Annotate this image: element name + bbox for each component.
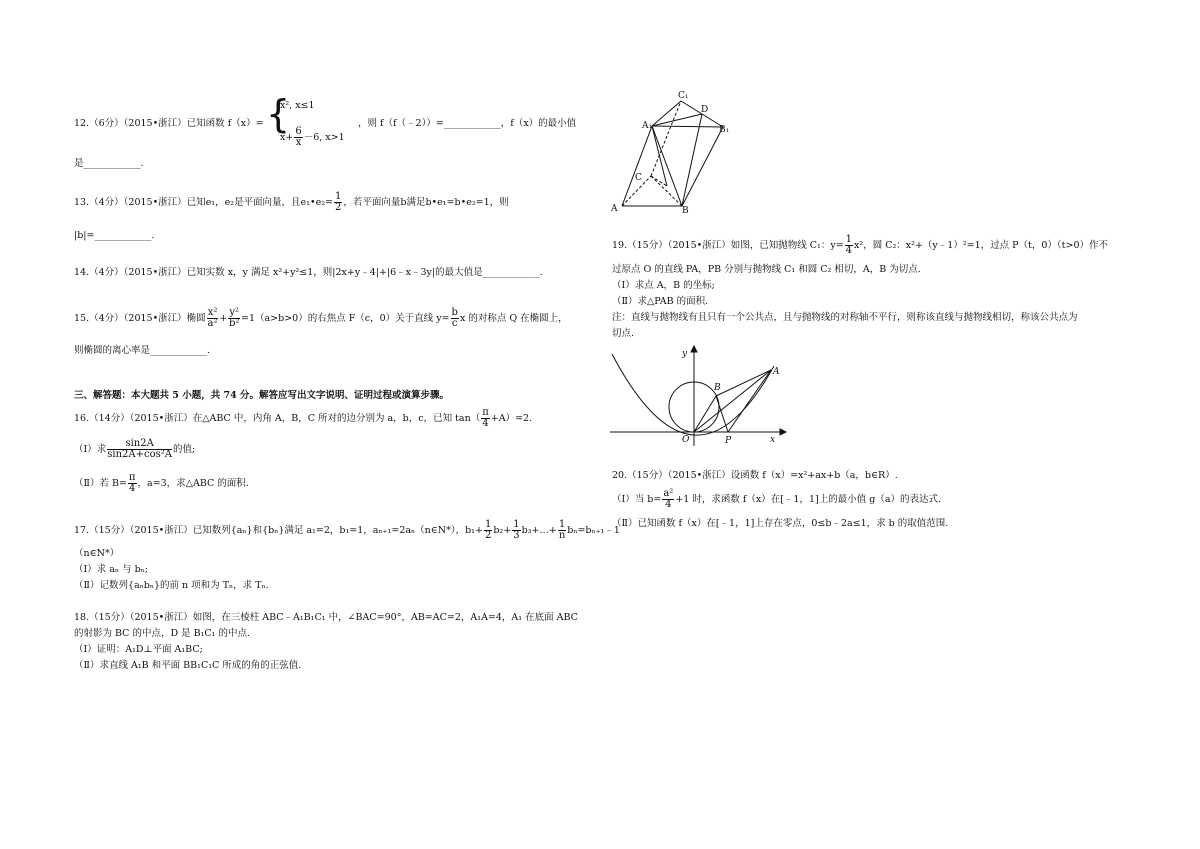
q15-text-c: x 的对称点 Q 在椭圆上，	[459, 313, 568, 324]
q15-text-b: =1（a>b>0）的右焦点 F（c，0）关于直线 y=	[240, 313, 450, 324]
q13-line2: |b|=____________.	[74, 230, 155, 241]
edge-b1b	[682, 127, 723, 206]
q17-frac2-num: 1	[513, 519, 520, 530]
q16-p1-b: 的值;	[172, 444, 196, 455]
label-b1: B₁	[719, 125, 730, 135]
q15-frac3	[451, 308, 459, 329]
q20-p1-a: （Ⅰ）当 b=	[612, 494, 662, 505]
q17-t3: bₙ=bₙ₊₁﹣1	[567, 525, 620, 536]
q13-text-a: 13.（4分）（2015•浙江）已知	[74, 197, 206, 208]
q19-frac-num: 1	[845, 234, 853, 245]
q19-line2: 过原点 O 的直线 PA，PB 分别与抛物线 C₁ 和圆 C₂ 相切，A，B 为切点.	[612, 264, 921, 275]
edge-a1b	[652, 126, 682, 206]
q17-line1	[74, 518, 620, 544]
label-c: C	[635, 173, 642, 183]
prism-figure	[605, 88, 745, 218]
q17-frac3-den: n	[558, 530, 566, 541]
parabola-figure	[608, 344, 788, 450]
q15-frac2	[228, 308, 240, 329]
q15-plus: +	[219, 313, 228, 324]
q17-frac2-den: 3	[513, 530, 520, 541]
q12-case2-a: x+	[280, 132, 294, 143]
q12-case2	[280, 124, 345, 152]
q16-text-a: 16.（14分）（2015•浙江）在△ABC 中，内角 A，B，C 所对的边分别为 a，b，c，已知 tan（	[74, 413, 481, 424]
q15-frac1-num: x²	[207, 307, 218, 318]
q17-frac3-num: 1	[558, 519, 566, 530]
q18-part1: （Ⅰ）证明：A₁D⊥平面 A₁BC;	[74, 644, 203, 655]
q16-p1-frac	[107, 439, 172, 460]
q19-frac-den: 4	[845, 245, 853, 256]
label-a-pt: A	[773, 367, 780, 377]
q15-frac1-den: a²	[207, 318, 218, 329]
label-c1: C₁	[678, 91, 689, 101]
label-p: P	[725, 436, 732, 446]
line-oa	[694, 370, 771, 432]
q19-text-a: 19.（15分）（2015•浙江）如图，已知抛物线 C₁：y=	[612, 240, 844, 251]
q16-p2-num: π	[128, 472, 136, 483]
q16-part1	[74, 436, 195, 464]
label-x: x	[770, 435, 776, 445]
q15-frac3-den: c	[451, 318, 458, 329]
q12-tail: ，则 f（f（﹣2））=____________，f（x）的最小值	[358, 118, 577, 129]
q19-note1: 注：直线与抛物线有且只有一个公共点，且与抛物线的对称轴不平行，则称该直线与抛物线相切，称该公共点为	[612, 312, 1078, 323]
q19-frac	[845, 235, 853, 256]
q17-frac1	[484, 520, 492, 541]
q12-case2-b: －6, x>1	[303, 132, 345, 143]
q17-part1: （Ⅰ）求 aₙ 与 bₙ;	[74, 564, 148, 575]
q19-line1	[612, 233, 1108, 259]
y-axis-arrow	[691, 346, 697, 352]
label-o: O	[682, 435, 690, 445]
q13-text-b: e₁，e₂是平面向量，且e₁•e₂=	[205, 197, 333, 208]
q17-part2: （Ⅱ）记数列{aₙbₙ}的前 n 项和为 Tₙ，求 Tₙ.	[74, 580, 269, 591]
q16-tan-num: π	[482, 407, 489, 418]
q20-part2: （Ⅱ）已知函数 f（x）在[﹣1，1]上存在零点，0≤b﹣2a≤1，求 b 的取值范围.	[612, 518, 949, 529]
q12-lead: 12.（6分）（2015•浙江）已知函数 f（x）=	[74, 118, 264, 129]
q13-frac-num: 1	[334, 191, 342, 202]
q17-frac2	[512, 520, 520, 541]
q16-tan-den: 4	[482, 418, 489, 429]
q16-line1	[74, 406, 532, 432]
section3-title: 三、解答题：本大题共 5 小题，共 74 分。解答应写出文字说明、证明过程或演算步骤。	[74, 390, 450, 401]
parabola-curve	[612, 354, 774, 435]
q18-line1: 18.（15分）（2015•浙江）如图，在三棱柱 ABC﹣A₁B₁C₁ 中，∠BAC=90°，AB=AC=2，A₁A=4，A₁ 在底面 ABC	[74, 612, 578, 623]
q17-frac3	[558, 520, 566, 541]
q16-p2-b: ，a=3，求△ABC 的面积.	[137, 478, 249, 489]
label-b: B	[682, 206, 689, 216]
q19-part2: （Ⅱ）求△PAB 的面积.	[612, 296, 709, 307]
q15-frac2-den: b²	[228, 318, 240, 329]
edge-cb	[651, 176, 682, 206]
q20-p1-b: +1 时，求函数 f（x）在[﹣1，1]上的最小值 g（a）的表达式.	[675, 494, 942, 505]
q16-tan-frac	[481, 408, 490, 429]
q17-frac1-num: 1	[484, 519, 492, 530]
q18-part2: （Ⅱ）求直线 A₁B 和平面 BB₁C₁C 所成的角的正弦值.	[74, 660, 302, 671]
q16-p1-a: （Ⅰ）求	[74, 444, 107, 455]
q12-frac	[294, 127, 302, 148]
label-b-pt: B	[714, 383, 721, 393]
q15-frac3-num: b	[451, 307, 458, 318]
q17-frac1-den: 2	[484, 530, 492, 541]
label-a: A	[611, 204, 618, 214]
q13-line1	[74, 190, 509, 216]
q12-case1: x², x≤1	[280, 100, 315, 111]
q16-p2-den: 4	[129, 483, 136, 494]
q19-note2: 切点.	[612, 328, 635, 339]
q12-line2: 是____________.	[74, 158, 144, 169]
q17-t1: b₂+	[493, 525, 512, 536]
q12-brace: {	[266, 92, 291, 136]
q13-frac-den: 2	[334, 202, 342, 213]
q15-text-a: 15.（4分）（2015•浙江）椭圆	[74, 313, 206, 324]
x-axis-arrow	[780, 429, 786, 435]
q12-frac-den: x	[295, 137, 302, 148]
label-d: D	[701, 105, 709, 115]
q15-line2: 则椭圆的离心率是____________.	[74, 345, 211, 356]
q14-text: 14.（4分）（2015•浙江）已知实数 x，y 满足 x²+y²≤1，则|2x+y﹣4|+|6﹣x﹣3y|的最大值是____________.	[74, 267, 543, 278]
q15-line1	[74, 304, 568, 334]
q16-part2	[74, 470, 249, 498]
q16-p2-a: （Ⅱ）若 B=	[74, 478, 127, 489]
q19-text-b: x²，圆 C₂：x²+（y﹣1）²=1，过点 P（t，0）（t>0）作不	[854, 240, 1108, 251]
label-a1: A₁	[642, 121, 653, 131]
line-ob	[694, 396, 716, 432]
q17-t2: b₃+…+	[521, 525, 557, 536]
q13-text-c: ，若平面向量b满足b•e₁=b•e₂=1，则	[343, 197, 509, 208]
q17-text-a: 17.（15分）（2015•浙江）已知数列{aₙ}和{bₙ}满足 a₁=2，b₁=1，aₙ₊₁=2aₙ（n∈N*），b₁+	[74, 525, 483, 536]
label-y: y	[682, 349, 688, 359]
q20-line1: 20.（15分）（2015•浙江）设函数 f（x）=x²+ax+b（a，b∈R）.	[612, 470, 898, 481]
q12-frac-num: 6	[295, 126, 302, 137]
q15-frac2-num: y²	[229, 307, 239, 318]
q20-part1	[612, 486, 941, 514]
q16-p2-frac	[128, 473, 137, 494]
q16-text-b: +A）=2.	[490, 413, 533, 424]
q13-frac	[334, 192, 342, 213]
q20-p1-den: 4	[665, 499, 672, 510]
q20-p1-num: a²	[663, 488, 674, 499]
q16-p1-num: sin2A	[107, 439, 172, 450]
q15-frac1	[207, 308, 219, 329]
q16-p1-den: sin2A+cos²A	[107, 449, 172, 460]
edge-a1b1	[652, 126, 723, 127]
line-pa	[728, 370, 771, 432]
edge-a1a	[622, 126, 652, 206]
q20-p1-frac	[662, 489, 674, 510]
q17-line2: （n∈N*）	[74, 548, 120, 559]
q18-line2: 的射影为 BC 的中点，D 是 B₁C₁ 的中点.	[74, 628, 251, 639]
edge-db	[682, 114, 702, 206]
q19-part1: （Ⅰ）求点 A，B 的坐标;	[612, 280, 715, 291]
